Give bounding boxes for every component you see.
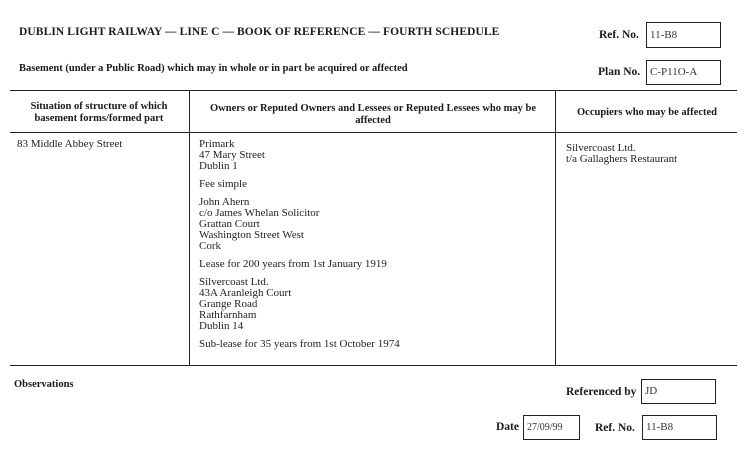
column-divider-1: [189, 90, 190, 366]
plan-no-label: Plan No.: [598, 66, 641, 78]
column-header-occupiers: Occupiers who may be affected: [577, 107, 717, 118]
referenced-by-field[interactable]: JD: [641, 379, 716, 404]
occupiers-cell: Silvercoast Ltd. t/a Gallaghers Restaurant: [566, 142, 678, 165]
column-divider-2: [555, 90, 556, 366]
table-header-rule: [10, 132, 737, 133]
tenure-sub-lease: Sub-lease for 35 years from 1st October 1974: [199, 338, 400, 350]
document-title: DUBLIN LIGHT RAILWAY — LINE C — BOOK OF REFERENCE — FOURTH SCHEDULE: [19, 26, 500, 38]
observations-label: Observations: [14, 379, 74, 390]
owner-block-silvercoast: Silvercoast Ltd. 43A Aranleigh Court Grange Road Rathfarnham Dublin 14: [199, 276, 292, 332]
column-header-situation: Situation of structure of which basement forms/formed part: [30, 101, 168, 124]
column-header-owners: Owners or Reputed Owners and Lessees or Reputed Lessees who may be affected: [210, 103, 536, 126]
owners-cell: [199, 139, 400, 357]
plan-no-field[interactable]: C-P11O-A: [646, 60, 721, 85]
table-bottom-rule: [10, 365, 737, 366]
situation-cell: 83 Middle Abbey Street: [17, 138, 123, 150]
document-subtitle: Basement (under a Public Road) which may in whole or in part be acquired or affected: [19, 63, 408, 74]
table-top-rule: [10, 90, 737, 91]
ref-no-label: Ref. No.: [599, 29, 639, 41]
owner-block-ahern: John Ahern c/o James Whelan Solicitor Grattan Court Washington Street West Cork: [199, 196, 320, 252]
date-label: Date: [496, 421, 519, 433]
ref-no-field[interactable]: 11-B8: [646, 22, 721, 48]
date-field[interactable]: 27/09/99: [523, 415, 580, 440]
footer-ref-no-label: Ref. No.: [595, 422, 635, 434]
owner-block-primark: Primark 47 Mary Street Dublin 1: [199, 138, 265, 172]
tenure-fee-simple: Fee simple: [199, 178, 247, 190]
tenure-lease: Lease for 200 years from 1st January 1919: [199, 258, 387, 270]
footer-ref-no-field[interactable]: 11-B8: [642, 415, 717, 440]
referenced-by-label: Referenced by: [566, 386, 637, 398]
